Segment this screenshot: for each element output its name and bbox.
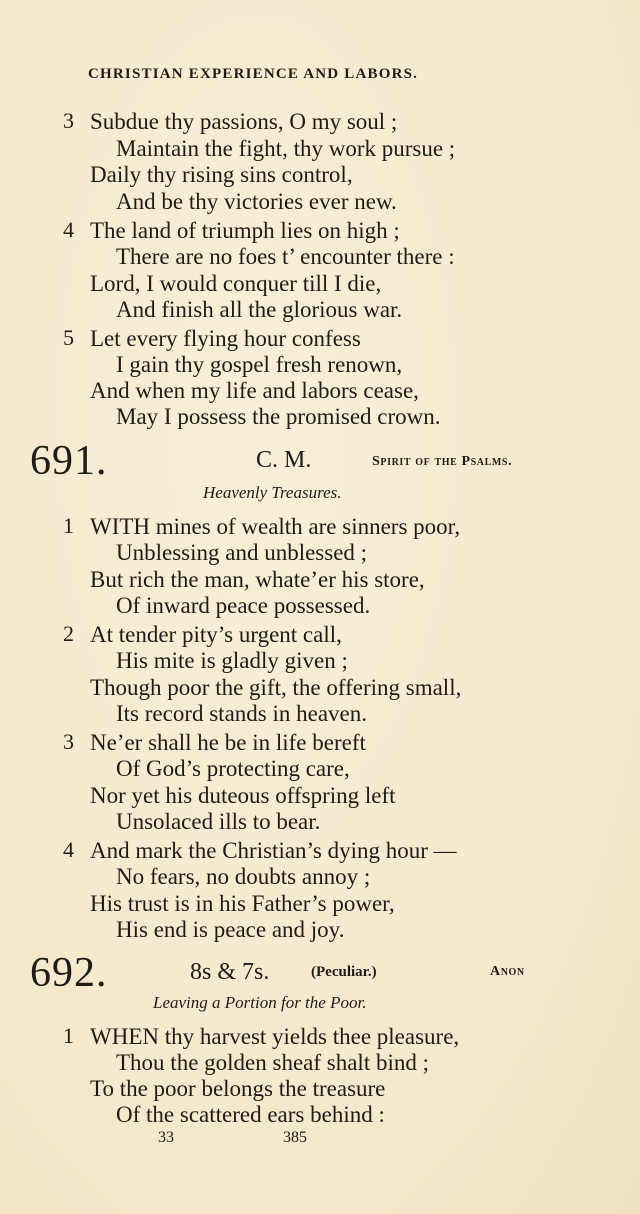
hymn-line: Of inward peace possessed. [116,593,371,618]
hymn-number: 692. [30,950,108,996]
hymn-line: Let every flying hour confess [90,326,361,351]
hymn-meter: 8s & 7s. [190,959,270,985]
stanza-number: 3 [63,108,74,133]
hymn-meter: C. M. [256,447,312,473]
hymn-line: The land of triumph lies on high ; [90,218,400,243]
hymn-title: Leaving a Portion for the Poor. [153,993,367,1012]
hymn-title: Heavenly Treasures. [203,483,342,502]
hymn-line: And mark the Christian’s dying hour — [90,838,457,863]
hymn-line: Of God’s protecting care, [116,756,350,781]
hymn-line: His mite is gladly given ; [116,648,348,673]
hymn-line: Unblessing and unblessed ; [116,540,368,565]
hymn-line: Lord, I would conquer till I die, [90,271,382,296]
hymn-line: To the poor belongs the treasure [90,1076,386,1101]
hymn-line: Thou the golden sheaf shalt bind ; [116,1050,429,1075]
hymn-line: WHEN thy harvest yields thee pleasure, [90,1024,460,1049]
hymn-meter-note: (Peculiar.) [311,964,377,980]
hymn-line: Its record stands in heaven. [116,701,368,726]
hymn-line: WITH mines of wealth are sinners poor, [90,514,461,539]
hymn-line: Maintain the fight, thy work pursue ; [116,136,456,161]
hymn-line: There are no foes t’ encounter there : [116,244,455,269]
stanza-number: 4 [63,217,74,242]
hymn-source: Anon [490,964,525,979]
hymn-source: Spirit of the Psalms. [372,454,513,469]
hymn-line: Unsolaced ills to bear. [116,809,321,834]
stanza-number: 1 [63,1023,74,1048]
hymn-line: Subdue thy passions, O my soul ; [90,109,398,134]
hymn-line: No fears, no doubts annoy ; [116,864,371,889]
hymn-line: At tender pity’s urgent call, [90,622,342,647]
stanza-number: 1 [63,513,74,538]
hymn-line: I gain thy gospel fresh renown, [116,352,403,377]
stanza-number: 3 [63,729,74,754]
hymn-line: And be thy victories ever new. [116,189,397,214]
hymn-line: His end is peace and joy. [116,917,345,942]
hymn-line: May I possess the promised crown. [116,404,441,429]
page-number: 385 [283,1129,307,1146]
hymn-number: 691. [30,438,108,484]
hymn-line: And when my life and labors cease, [90,378,419,403]
hymn-line: Though poor the gift, the offering small, [90,675,462,700]
signature-mark: 33 [158,1129,174,1146]
stanza-number: 2 [63,621,74,646]
hymn-line: Nor yet his duteous offspring left [90,783,396,808]
hymn-line: Of the scattered ears behind : [116,1102,385,1127]
running-head: CHRISTIAN EXPERIENCE AND LABORS. [88,66,419,82]
stanza-number: 4 [63,837,74,862]
hymn-line: And finish all the glorious war. [116,297,403,322]
stanza-number: 5 [63,325,74,350]
hymn-line: Daily thy rising sins control, [90,162,353,187]
hymn-line: His trust is in his Father’s power, [90,891,395,916]
hymn-line: Ne’er shall he be in life bereft [90,730,366,755]
hymn-line: But rich the man, whate’er his store, [90,567,425,592]
